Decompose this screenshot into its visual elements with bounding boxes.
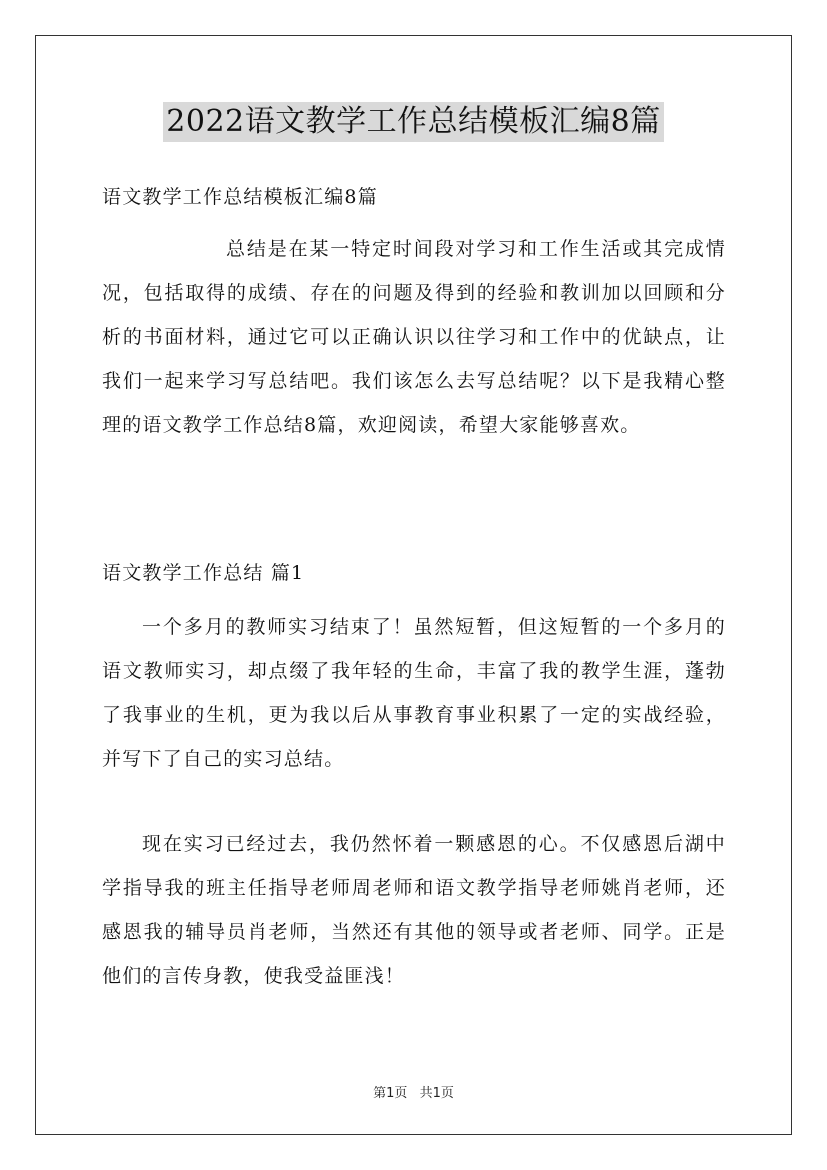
section-heading: 语文教学工作总结 篇1: [102, 562, 305, 584]
title-container: [0, 102, 827, 142]
document-title: 2022语文教学工作总结模板汇编8篇: [163, 102, 663, 142]
page-footer: [0, 1082, 827, 1101]
body-paragraph-2: 现在实习已经过去，我仍然怀着一颗感恩的心。不仅感恩后湖中学指导我的班主任指导老师周老师和语文教学指导老师姚肖老师，还感恩我的辅导员肖老师，当然还有其他的领导或者老师、同学。正是他们的言传身教，使我受益匪浅！: [102, 833, 726, 987]
page-number-total: 共1页: [419, 1086, 454, 1101]
intro-paragraph: 总结是在某一特定时间段对学习和工作生活或其完成情况，包括取得的成绩、存在的问题及得到的经验和教训加以回顾和分析的书面材料，通过它可以正确认识以往学习和工作中的优缺点，让我们一起来学习写总结吧。我们该怎么去写总结呢？以下是我精心整理的语文教学工作总结8篇，欢迎阅读，希望大家能够喜欢。: [102, 238, 726, 436]
body-paragraph-1: 一个多月的教师实习结束了！虽然短暂，但这短暂的一个多月的语文教师实习，却点缀了我年轻的生命，丰富了我的教学生涯，蓬勃了我事业的生机，更为我以后从事教育事业积累了一定的实战经验，并写下了自己的实习总结。: [102, 616, 726, 770]
page-number-current: 第1页: [373, 1086, 408, 1101]
document-subtitle: 语文教学工作总结模板汇编8篇: [102, 186, 378, 208]
